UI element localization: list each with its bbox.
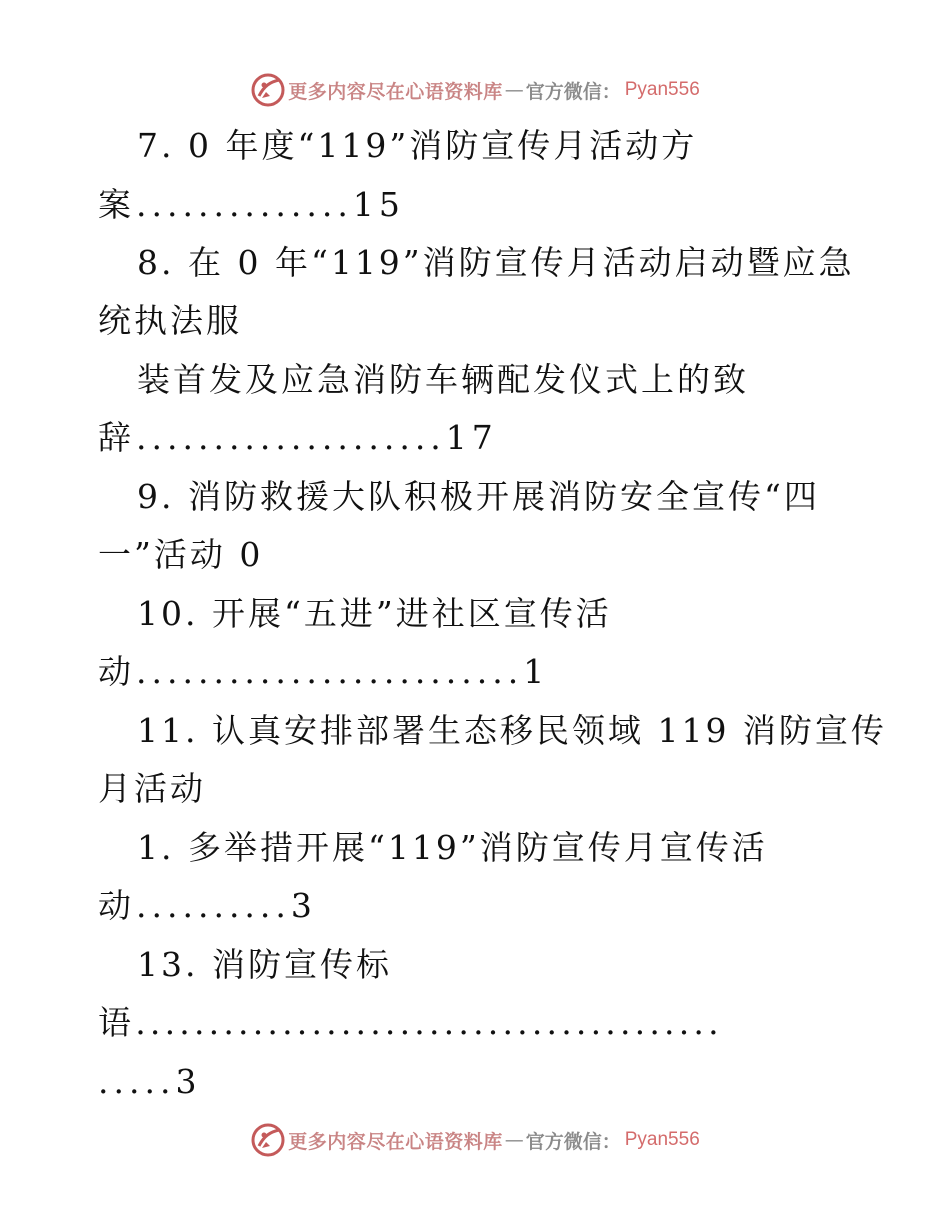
toc-line: 1. 多举措开展“119”消防宣传月宣传活 (137, 828, 768, 867)
banner-wechat-id: Pyan556 (624, 79, 700, 100)
toc-line: 8. 在 0 年“119”消防宣传月活动启动暨应急 (137, 243, 855, 282)
toc-line: 7. 0 年度“119”消防宣传月活动方 (137, 126, 698, 165)
toc-line: 10. 开展“五进”进社区宣传活 (137, 594, 612, 633)
toc-line: 一”活动 0 (98, 535, 264, 574)
toc-line: 11. 认真安排部署生态移民领域 119 消防宣传 (137, 711, 887, 750)
toc-line: .....3 (98, 1062, 202, 1101)
toc-line: 动.........................1 (98, 652, 550, 691)
banner-wechat-label: 官方微信： (525, 1130, 621, 1153)
toc-line: 统执法服 (98, 301, 242, 340)
header-banner (0, 68, 950, 112)
toc-line: 辞....................17 (98, 418, 498, 457)
banner-separator: — (504, 1129, 524, 1151)
banner-text: 更多内容尽在心语资料库 (288, 80, 503, 103)
toc-line: 案..............15 (98, 185, 405, 224)
logo-icon (250, 72, 286, 108)
footer-banner (0, 1118, 950, 1162)
toc-line: 月活动 (98, 769, 206, 808)
toc-line: 语........................................ (98, 1003, 723, 1042)
banner-wechat-id: Pyan556 (624, 1129, 700, 1150)
logo-icon (250, 1122, 286, 1158)
toc-line: 装首发及应急消防车辆配发仪式上的致 (137, 360, 749, 399)
banner-text: 更多内容尽在心语资料库 (288, 1130, 503, 1153)
toc-line: 动..........3 (98, 886, 317, 925)
banner-wechat-label: 官方微信： (525, 80, 621, 103)
toc-line: 13. 消防宣传标 (137, 945, 392, 984)
toc-line: 9. 消防救援大队积极开展消防安全宣传“四 (137, 477, 820, 516)
banner-separator: — (504, 79, 524, 101)
